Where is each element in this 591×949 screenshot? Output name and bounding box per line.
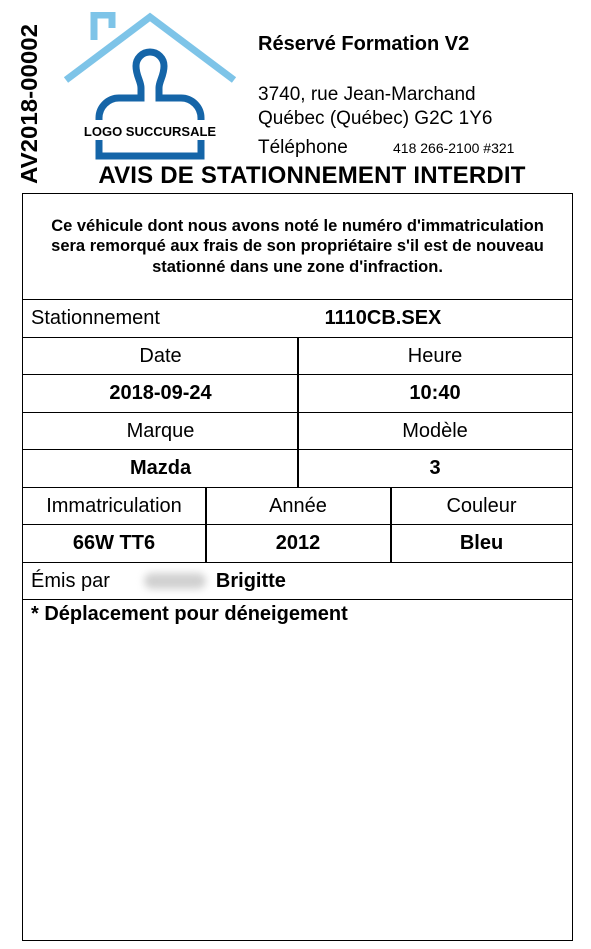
parking-row: [23, 300, 572, 338]
form-id-text: AV2018-00002: [16, 30, 42, 184]
date-label: Date: [139, 344, 182, 367]
make-model-value-row: [23, 450, 572, 488]
redacted-name: [144, 573, 206, 589]
notice-row: [23, 194, 572, 300]
plate-label: Immatriculation: [46, 494, 182, 517]
time-label: Heure: [407, 344, 463, 367]
notice-title: AVIS DE STATIONNEMENT INTERDIT: [98, 162, 526, 189]
model-label: Modèle: [402, 419, 468, 442]
color-value: Bleu: [459, 532, 504, 554]
logo-text: LOGO SUCCURSALE: [83, 124, 217, 139]
address-line-2: Québec (Québec) G2C 1Y6: [258, 108, 493, 129]
issued-by-cell: [23, 563, 563, 599]
phone-number: 418 266-2100 #321: [393, 140, 515, 156]
date-time-header-row: [23, 338, 572, 375]
notice-form: [22, 193, 573, 941]
form-id: [6, 20, 50, 184]
make-model-header-row: [23, 413, 572, 450]
make-label: Marque: [126, 419, 195, 442]
issued-by-label: Émis par: [31, 569, 110, 592]
time-value: 10:40: [409, 382, 461, 404]
model-value: 3: [429, 457, 441, 479]
notice-text: Ce véhicule dont nous avons noté le numéro d'immatriculation sera remorqué aux frais de son propriétaire s'il est de nouveau stationné dans une zone d'infraction.: [51, 216, 544, 276]
year-value: 2012: [275, 532, 321, 554]
house-roof-icon: [66, 15, 234, 80]
make-value: Mazda: [129, 457, 192, 479]
plate-value: 66W TT6: [72, 532, 156, 554]
parking-label: Stationnement: [31, 307, 160, 329]
year-label: Année: [269, 494, 327, 517]
date-value: 2018-09-24: [109, 382, 212, 404]
date-time-value-row: [23, 375, 572, 413]
issued-by-value: Brigitte: [215, 569, 286, 592]
parking-value: 1110CB.SEX: [324, 307, 442, 329]
organization-name: Réservé Formation V2: [258, 33, 470, 55]
branch-logo: [64, 12, 236, 162]
plate-year-color-header-row: [23, 488, 572, 525]
phone-label: Téléphone: [258, 137, 348, 158]
plate-year-color-value-row: [23, 525, 572, 563]
issued-by-row: [23, 563, 572, 600]
color-label: Couleur: [446, 494, 517, 517]
remarks-note: * Déplacement pour déneigement: [31, 603, 348, 625]
person-icon: [99, 52, 201, 156]
address-line-1: 3740, rue Jean-Marchand: [258, 84, 476, 105]
